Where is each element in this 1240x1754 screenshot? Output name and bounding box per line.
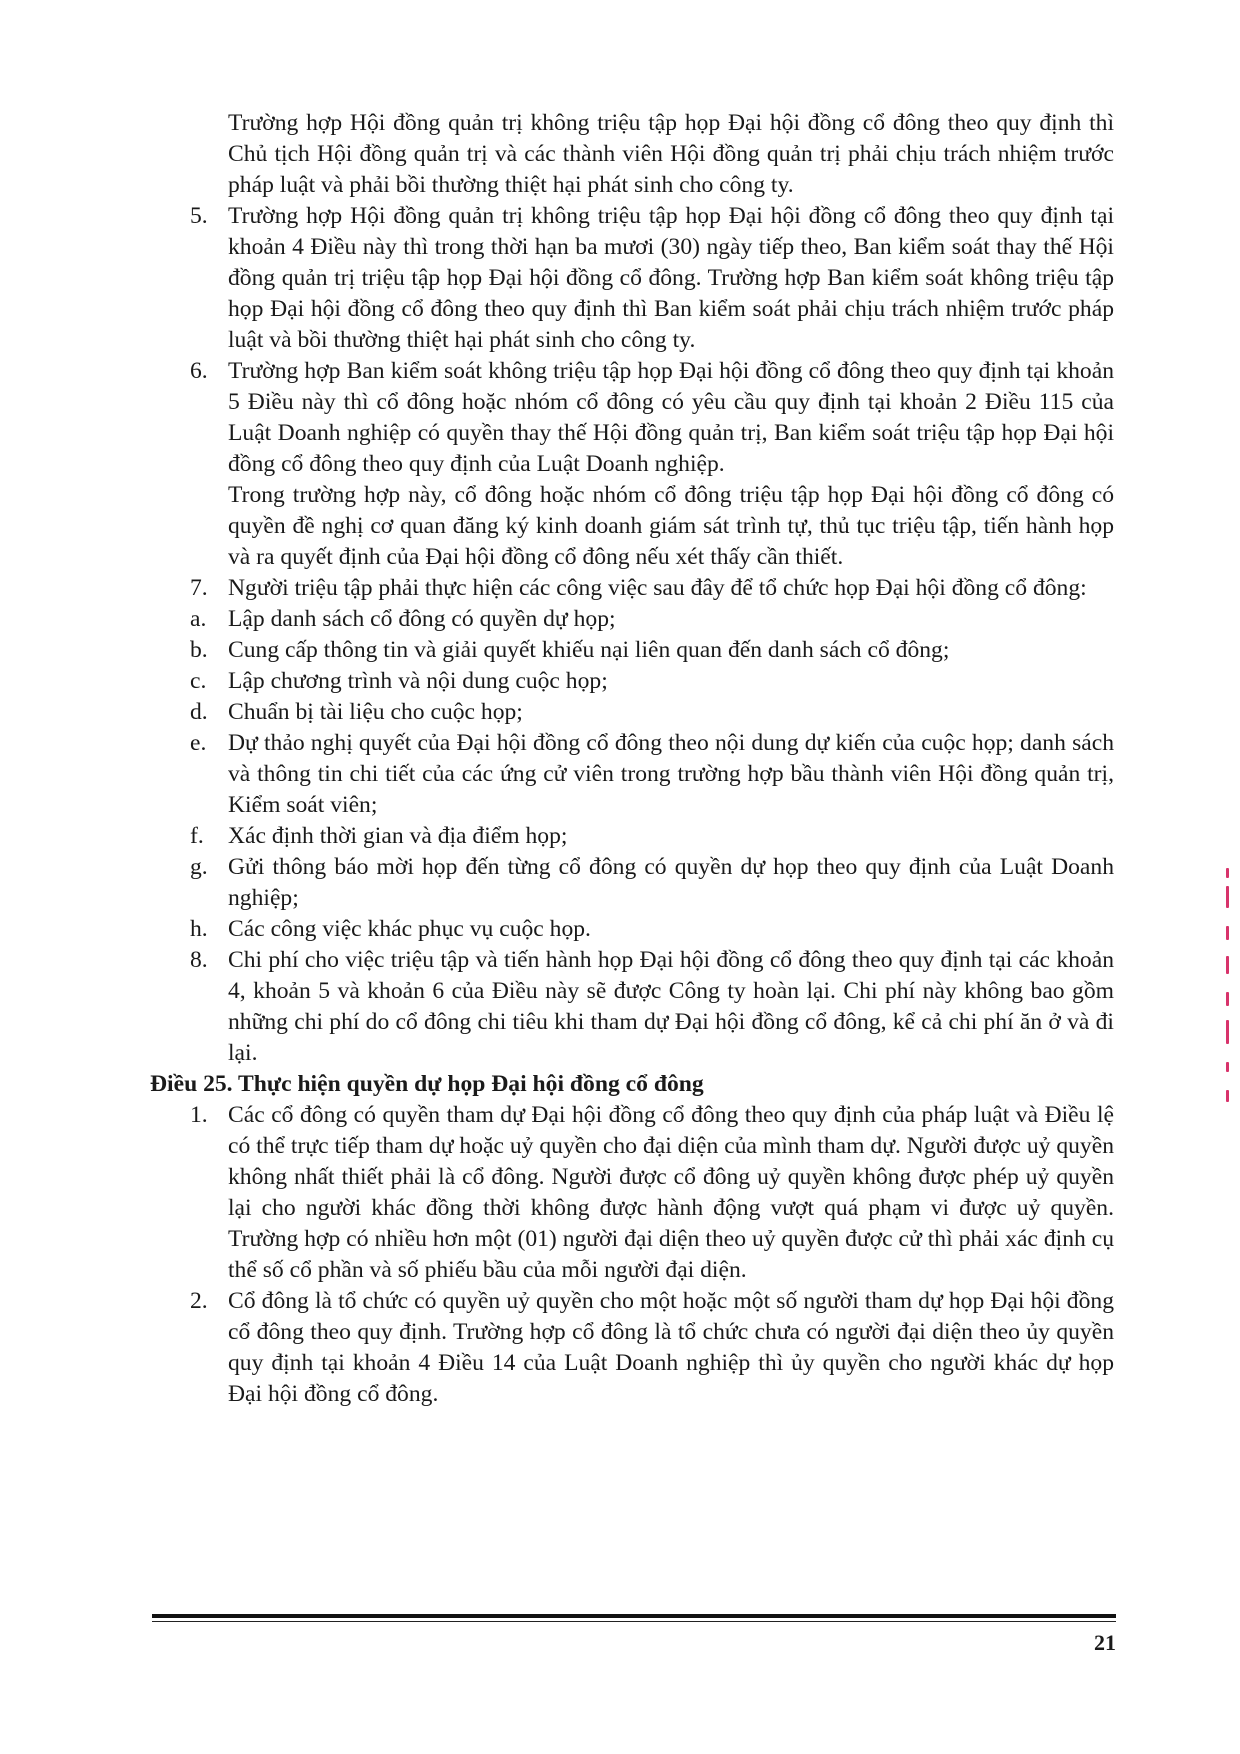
item-marker: a. [190, 606, 207, 632]
list-item-1 [150, 1100, 1114, 1286]
item-extra-paragraph: Trong trường hợp này, cổ đông hoặc nhóm cổ đông triệu tập họp Đại hội đồng cổ đông có quyền đề nghị cơ quan đăng ký kinh doanh giám sát trình tự, thủ tục triệu tập, tiến hành họp và ra quyết định của Đại hội đồng cổ đông nếu xét thấy cần thiết. [228, 482, 1114, 570]
item-text: Chi phí cho việc triệu tập và tiến hành họp Đại hội đồng cổ đông theo quy định tại các khoản 4, khoản 5 và khoản 6 của Điều này sẽ được Công ty hoàn lại. Chi phí này không bao gồm những chi phí do cổ đông chi tiêu khi tham dự Đại hội đồng cổ đông, kể cả chi phí ăn ở và đi lại. [228, 947, 1114, 1066]
list-item-d [150, 697, 1114, 728]
item-text: Xác định thời gian và địa điểm họp; [228, 823, 568, 849]
item-text: Các công việc khác phục vụ cuộc họp. [228, 916, 591, 942]
page-content [150, 108, 1114, 1410]
item-marker: h. [190, 916, 208, 942]
list-item-f [150, 821, 1114, 852]
margin-mark [1226, 886, 1229, 908]
item-text: Lập danh sách cổ đông có quyền dự họp; [228, 606, 616, 632]
item-text: Các cổ đông có quyền tham dự Đại hội đồng cổ đông theo quy định của pháp luật và Điều lệ có thể trực tiếp tham dự hoặc uỷ quyền cho đại diện của mình tham dự. Người được uỷ quyền không nhất thiết phải là cổ đông. Người được cổ đông uỷ quyền không được phép uỷ quyền lại cho người khác đồng thời không được hành động vượt quá phạm vi được uỷ quyền. Trường hợp có nhiều hơn một (01) người đại diện theo uỷ quyền được cử thì phải xác định cụ thể số cổ phần và số phiếu bầu của mỗi người đại diện. [228, 1102, 1114, 1283]
list-item-c [150, 666, 1114, 697]
list-item-8 [150, 945, 1114, 1069]
item-text: Gửi thông báo mời họp đến từng cổ đông có quyền dự họp theo quy định của Luật Doanh nghiệp; [228, 854, 1114, 911]
margin-mark [1226, 1090, 1229, 1102]
item-marker: 6. [190, 358, 208, 384]
margin-mark [1226, 868, 1229, 878]
list-item-h [150, 914, 1114, 945]
item-marker: 7. [190, 575, 208, 601]
item-text-group [228, 356, 1114, 573]
item-text: Dự thảo nghị quyết của Đại hội đồng cổ đông theo nội dung dự kiến của cuộc họp; danh sách và thông tin chi tiết của các ứng cử viên trong trường hợp bầu thành viên Hội đồng quản trị, Kiểm soát viên; [228, 730, 1114, 818]
list-item-e [150, 728, 1114, 821]
list-item-a [150, 604, 1114, 635]
item-marker: 1. [190, 1102, 208, 1128]
margin-mark [1226, 926, 1229, 940]
margin-mark [1226, 992, 1229, 1006]
list-item-b [150, 635, 1114, 666]
footer-rule-thick [152, 1614, 1116, 1618]
list-item-g [150, 852, 1114, 914]
intro-paragraph: Trường hợp Hội đồng quản trị không triệu tập họp Đại hội đồng cổ đông theo quy định thì Chủ tịch Hội đồng quản trị và các thành viên Hội đồng quản trị phải chịu trách nhiệm trước pháp luật và phải bồi thường thiệt hại phát sinh cho công ty. [228, 110, 1114, 198]
item-marker: 2. [190, 1288, 208, 1314]
item-marker: e. [190, 730, 207, 756]
item-text: Người triệu tập phải thực hiện các công việc sau đây để tổ chức họp Đại hội đồng cổ đông: [228, 575, 1087, 601]
item-text: Lập chương trình và nội dung cuộc họp; [228, 668, 608, 694]
item-marker: b. [190, 637, 208, 663]
article-heading: Điều 25. Thực hiện quyền dự họp Đại hội đồng cổ đông [150, 1071, 704, 1097]
margin-mark [1226, 956, 1229, 974]
item-marker: d. [190, 699, 208, 725]
page-number: 21 [1094, 1630, 1116, 1655]
item-text: Cổ đông là tổ chức có quyền uỷ quyền cho một hoặc một số người tham dự họp Đại hội đồng cổ đông theo quy định. Trường hợp cổ đông là tổ chức chưa có người đại diện theo ủy quyền quy định tại khoản 4 Điều 14 của Luật Doanh nghiệp thì ủy quyền cho người khác dự họp Đại hội đồng cổ đông. [228, 1288, 1114, 1407]
item-text: Trường hợp Hội đồng quản trị không triệu tập họp Đại hội đồng cổ đông theo quy định tại khoản 4 Điều này thì trong thời hạn ba mươi (30) ngày tiếp theo, Ban kiểm soát thay thế Hội đồng quản trị triệu tập họp Đại hội đồng cổ đông. Trường hợp Ban kiểm soát không triệu tập họp Đại hội đồng cổ đông theo quy định thì Ban kiểm soát phải chịu trách nhiệm trước pháp luật và bồi thường thiệt hại phát sinh cho công ty. [228, 203, 1114, 353]
item-marker: g. [190, 854, 208, 880]
list-item-5 [150, 201, 1114, 356]
item-text: Cung cấp thông tin và giải quyết khiếu nại liên quan đến danh sách cổ đông; [228, 637, 950, 663]
margin-mark [1226, 1062, 1229, 1072]
item-marker: 5. [190, 203, 208, 229]
list-item-6 [150, 356, 1114, 573]
item-marker: f. [190, 823, 204, 849]
item-text: Chuẩn bị tài liệu cho cuộc họp; [228, 699, 523, 725]
margin-stamp-marks [1226, 868, 1236, 1108]
item-text: Trường hợp Ban kiểm soát không triệu tập họp Đại hội đồng cổ đông theo quy định tại khoản 5 Điều này thì cổ đông hoặc nhóm cổ đông có yêu cầu quy định tại khoản 2 Điều 115 của Luật Doanh nghiệp có quyền thay thế Hội đồng quản trị, Ban kiểm soát triệu tập họp Đại hội đồng cổ đông theo quy định của Luật Doanh nghiệp. [228, 358, 1114, 477]
item-marker: c. [190, 668, 207, 694]
list-item-7 [150, 573, 1114, 604]
footer-rule-thin [152, 1621, 1116, 1622]
item-marker: 8. [190, 947, 208, 973]
margin-mark [1226, 1020, 1229, 1044]
list-item-2 [150, 1286, 1114, 1410]
